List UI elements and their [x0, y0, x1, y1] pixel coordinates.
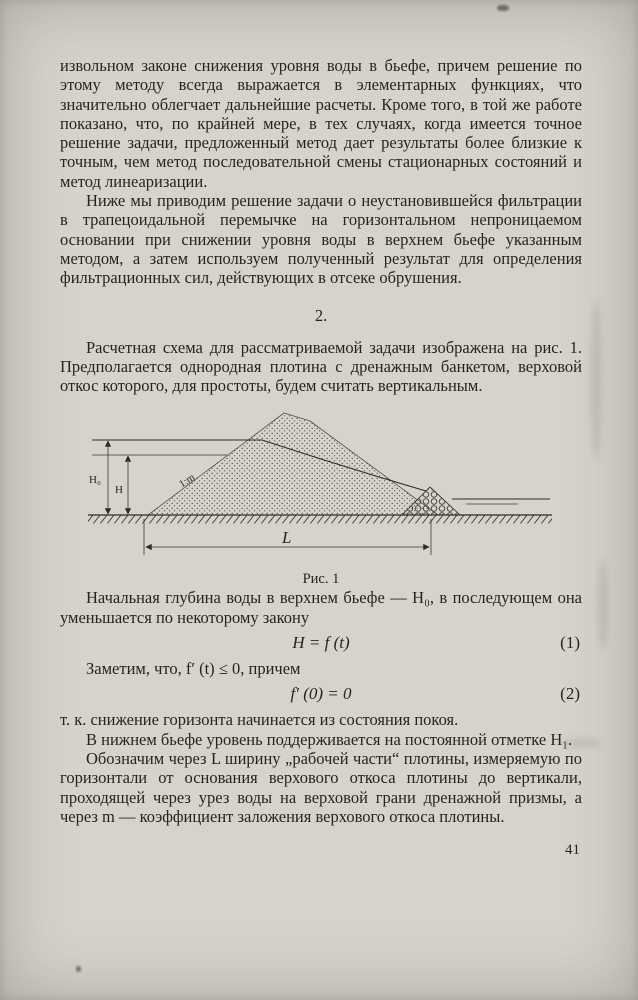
page-number: 41: [565, 842, 580, 859]
paragraph: Ниже мы приводим решение задачи о неустановившейся фильтрации в трапецоидальной перемычке на горизонтальном непроницаемом основании при снижении уровня воды в верхнем бьефе указанным методом, а затем используем полученный результат для определения фильтрационных сил, действующих в отсеке обрушения.: [60, 191, 582, 288]
section-number: 2.: [314, 305, 328, 325]
paragraph-continued: извольном законе снижения уровня воды в бьефе, причем решение по этому методу всегда выражается в элементарных функциях, что значительно облегчает дальнейшие расчеты. Кроме того, в той же работе показано, что, по крайней мере, в тех случаях, когда имеется точное решение задачи, предложенный метод дает результаты более близкие к точным, чем метод последовательной смены стационарных состояний и метод линеаризации.: [60, 56, 582, 191]
dam-body: [148, 413, 438, 515]
equation-2-body: f′ (0) = 0: [290, 684, 352, 704]
scan-artifact: [590, 300, 602, 460]
dam-cross-section-drawing: [86, 407, 556, 559]
equation-1: [60, 633, 582, 653]
paragraph: Расчетная схема для рассматриваемой задачи изображена на рис. 1. Предполагается однородная плотина с дренажным банкетом, верховой откос которого, для простоты, будем считать вертикальным.: [60, 337, 582, 396]
figure-dam-diagram: [60, 407, 582, 588]
l-label: L: [282, 528, 292, 548]
equation-2: [60, 684, 582, 704]
paragraph: Начальная глубина воды в верхнем бьефе — H₀, в последующем она уменьшается по некоторому закону: [60, 588, 582, 627]
scan-artifact: [598, 560, 608, 650]
figure-caption: Рис. 1: [302, 571, 340, 588]
h-label: H: [115, 484, 123, 497]
equation-1-number: (1): [560, 633, 580, 653]
paragraph: В нижнем бьефе уровень поддерживается на постоянной отметке H₁.: [86, 729, 573, 749]
slope-label: 1:m: [177, 472, 198, 491]
paragraph: Обозначим через L ширину „рабочей части“ плотины, измеряемую по горизонтали от основания верхового откоса плотины до вертикали, проходящей через урез воды на верховой грани дренажной призмы, а через m — коэффициент заложения верхового откоса плотины.: [60, 748, 582, 826]
paragraph: Заметим, что, f′ (t) ≤ 0, причем: [86, 659, 301, 679]
ground-hatching: [88, 516, 552, 524]
scan-artifact: [76, 966, 81, 972]
h0-label: H₀: [89, 474, 101, 487]
scan-artifact: [497, 5, 509, 11]
equation-2-number: (2): [560, 684, 580, 704]
equation-1-body: H = f (t): [292, 633, 350, 653]
paragraph: т. к. снижение горизонта начинается из состояния покоя.: [60, 710, 459, 730]
text-column: [60, 56, 582, 859]
